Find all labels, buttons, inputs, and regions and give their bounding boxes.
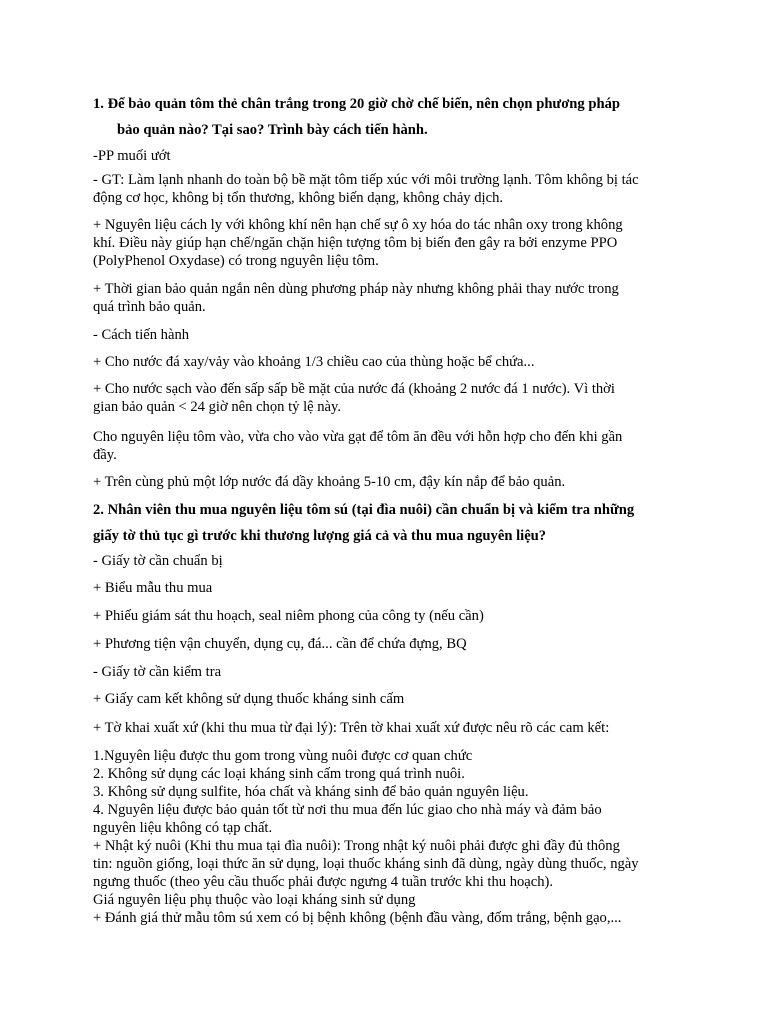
list-item: 2. Không sử dụng các loại kháng sinh cấm trong quá trình nuôi. bbox=[93, 766, 465, 782]
text-line: + Cho nước đá xay/vảy vào khoảng 1/3 chiều cao của thùng hoặc bể chứa... bbox=[93, 354, 535, 370]
text-line: + Thời gian bảo quản ngắn nên dùng phương pháp này nhưng không phải thay nước trong bbox=[93, 281, 619, 297]
list-item: 3. Không sử dụng sulfite, hóa chất và kháng sinh để bảo quản nguyên liệu. bbox=[93, 784, 529, 800]
text-line: + Đánh giá thử mẫu tôm sú xem có bị bệnh không (bệnh đầu vàng, đốm trắng, bệnh gạo,... bbox=[93, 910, 622, 926]
text-line: nguyên liệu không có tạp chất. bbox=[93, 820, 273, 836]
text-line: + Nhật ký nuôi (Khi thu mua tại đìa nuôi): Trong nhật ký nuôi phải được ghi đầy đủ thông bbox=[93, 838, 620, 854]
text-line: - Giấy tờ cần kiểm tra bbox=[93, 664, 222, 680]
text-line: + Cho nước sạch vào đến sấp sấp bề mặt của nước đá (khoảng 2 nước đá 1 nước). Vì thời bbox=[93, 381, 615, 397]
question-2-line-1: 2. Nhân viên thu mua nguyên liệu tôm sú (tại đìa nuôi) cần chuẩn bị và kiểm tra những bbox=[93, 502, 635, 518]
text-line: khí. Điều này giúp hạn chế/ngăn chặn hiện tượng tôm bị biến đen gây ra bởi enzyme PPO bbox=[93, 235, 618, 251]
text-line: tin: nguồn giống, loại thức ăn sử dụng, loại thuốc kháng sinh đã dùng, ngày dùng thuốc, ngày bbox=[93, 856, 639, 872]
text-line: + Nguyên liệu cách ly với không khí nên hạn chế sự ô xy hóa do tác nhân oxy trong không bbox=[93, 217, 623, 233]
question-1-line-2: bảo quản nào? Tại sao? Trình bày cách tiến hành. bbox=[117, 122, 428, 138]
text-line: Cho nguyên liệu tôm vào, vừa cho vào vừa gạt để tôm ăn đều với hỗn hợp cho đến khi gần bbox=[93, 429, 623, 445]
text-line: đầy. bbox=[93, 447, 117, 463]
text-line: + Biểu mẫu thu mua bbox=[93, 580, 213, 596]
text-line: quá trình bảo quản. bbox=[93, 299, 206, 315]
text-line: -PP muối ướt bbox=[93, 148, 171, 164]
text-line: - Giấy tờ cần chuẩn bị bbox=[93, 553, 223, 569]
text-line: + Phương tiện vận chuyển, dụng cụ, đá... cần để chứa đựng, BQ bbox=[93, 636, 467, 652]
question-2-line-2: giấy tờ thủ tục gì trước khi thương lượng giá cả và thu mua nguyên liệu? bbox=[93, 528, 547, 544]
question-1-line-1: 1. Để bảo quản tôm thẻ chân trắng trong 20 giờ chờ chế biến, nên chọn phương pháp bbox=[93, 96, 620, 112]
text-line: ngưng thuốc (theo yêu cầu thuốc phải được ngưng 4 tuần trước khi thu hoạch). bbox=[93, 874, 554, 890]
text-line: động cơ học, không bị tổn thương, không biến dạng, không chảy dịch. bbox=[93, 190, 504, 206]
text-line: + Tờ khai xuất xứ (khi thu mua từ đại lý): Trên tờ khai xuất xứ được nêu rõ các cam kết: bbox=[93, 720, 610, 736]
text-line: + Phiếu giám sát thu hoạch, seal niêm phong của công ty (nếu cần) bbox=[93, 608, 484, 624]
text-line: gian bảo quản < 24 giờ nên chọn tỷ lệ này. bbox=[93, 399, 342, 415]
list-item: 4. Nguyên liệu được bảo quản tốt từ nơi thu mua đến lúc giao cho nhà máy và đảm bảo bbox=[93, 802, 602, 818]
text-line: - Cách tiến hành bbox=[93, 327, 190, 343]
text-line: + Trên cùng phủ một lớp nước đá dầy khoảng 5-10 cm, đậy kín nắp để bảo quản. bbox=[93, 474, 566, 490]
list-item: 1.Nguyên liệu được thu gom trong vùng nuôi được cơ quan chức bbox=[93, 748, 473, 764]
text-line: (PolyPhenol Oxydase) có trong nguyên liệu tôm. bbox=[93, 253, 379, 269]
text-line: - GT: Làm lạnh nhanh do toàn bộ bề mặt tôm tiếp xúc với môi trường lạnh. Tôm không bị tác bbox=[93, 172, 639, 188]
text-line: Giá nguyên liệu phụ thuộc vào loại kháng sinh sử dụng bbox=[93, 892, 416, 908]
text-line: + Giấy cam kết không sử dụng thuốc kháng sinh cấm bbox=[93, 691, 405, 707]
